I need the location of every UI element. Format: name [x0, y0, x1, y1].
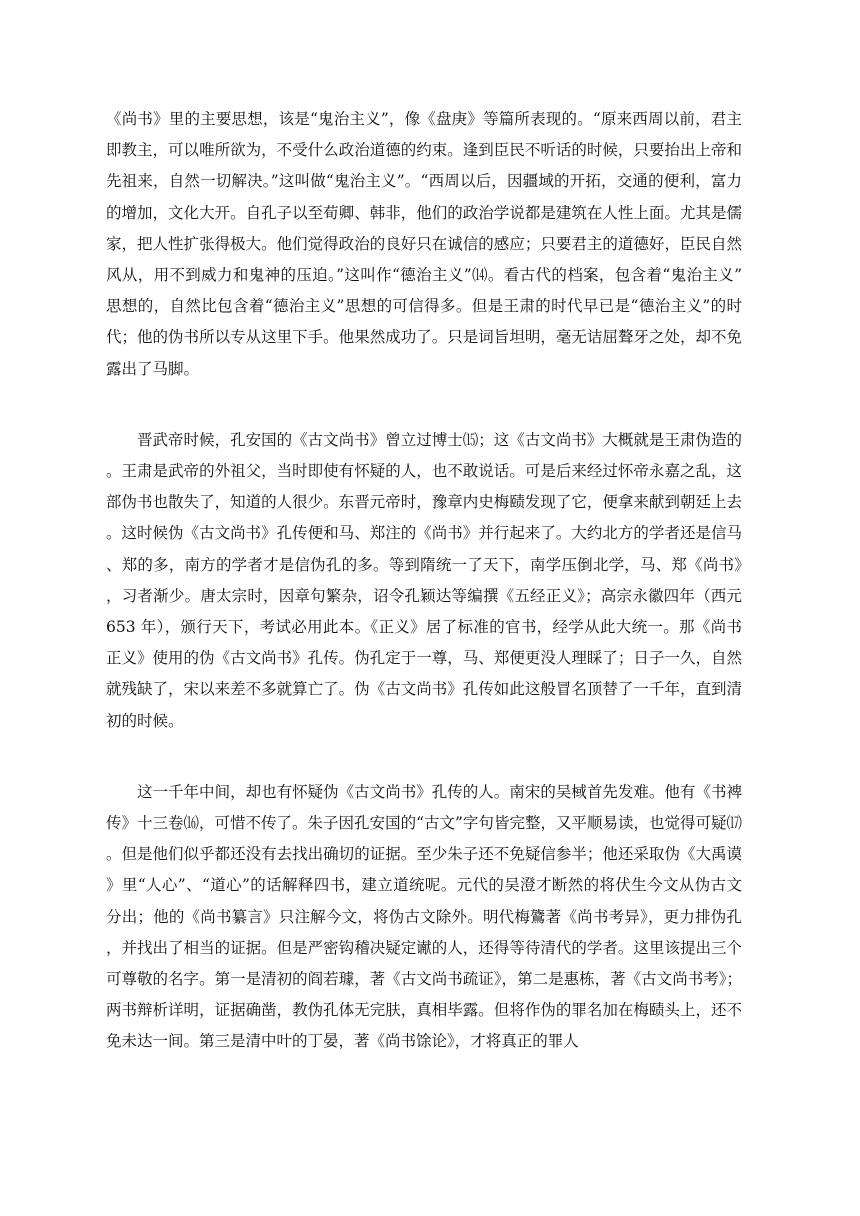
- paragraph-2: 晋武帝时候，孔安国的《古文尚书》曾立过博士⒂；这《古文尚书》大概就是王肃伪造的。王肃是武帝的外祖父，当时即使有怀疑的人，也不敢说话。可是后来经过怀帝永嘉之乱，这部伪书也散失了，知道的人很少。东晋元帝时，豫章内史梅赜发现了它，便拿来献到朝廷上去。这时候伪《古文尚书》孔传便和马、郑注的《尚书》并行起来了。大约北方的学者还是信马、郑的多，南方的学者才是信伪孔的多。等到隋统一了天下，南学压倒北学，马、郑《尚书》，习者渐少。唐太宗时，因章句繁杂，诏令孔颖达等编撰《五经正义》；高宗永徽四年（西元 653 年），颁行天下，考试必用此本。《正义》居了标准的官书，经学从此大统一。那《尚书正义》使用的伪《古文尚书》孔传。伪孔定于一尊，马、郑便更没人理睬了；日子一久，自然就残缺了，宋以来差不多就算亡了。伪《古文尚书》孔传如此这般冒名顶替了一千年，直到清初的时候。: [106, 430, 742, 730]
- paragraph-3: 这一千年中间，却也有怀疑伪《古文尚书》孔传的人。南宋的吴棫首先发难。他有《书裨传》十三卷⒃，可惜不传了。朱子因孔安国的“古文”字句皆完整，又平顺易读，也觉得可疑⒄。但是他们似乎都还没有去找出确切的证据。至少朱子还不免疑信参半；他还采取伪《大禹谟》里“人心”、“道心”的话解释四书，建立道统呢。元代的吴澄才断然的将伏生今文从伪古文分出；他的《尚书纂言》只注解今文，将伪古文除外。明代梅鷟著《尚书考异》，更力排伪孔，并找出了相当的证据。但是严密钩稽决疑定谳的人，还得等待清代的学者。这里该提出三个可尊敬的名字。第一是清初的阎若璩，著《古文尚书疏证》，第二是惠栋，著《古文尚书考》；两书辩析详明，证据确凿，教伪孔体无完肤，真相毕露。但将作伪的罪名加在梅赜头上，还不免未达一间。第三是清中叶的丁晏，著《尚书馀论》，才将真正的罪人: [106, 782, 742, 1051]
- paragraph-1: 《尚书》里的主要思想，该是“鬼治主义”，像《盘庚》等篇所表现的。“原来西周以前，君主即教主，可以唯所欲为，不受什么政治道德的约束。逢到臣民不听话的时候，只要抬出上帝和先祖来，自然一切解决。”这叫做“鬼治主义”。“西周以后，因疆域的开拓，交通的便利，富力的增加，文化大开。自孔子以至荀卿、韩非，他们的政治学说都是建筑在人性上面。尤其是儒家，把人性扩张得极大。他们觉得政治的良好只在诚信的感应；只要君主的道德好，臣民自然风从，用不到威力和鬼神的压迫。”这叫作“德治主义”⒁。看古代的档案，包含着“鬼治主义”思想的，自然比包含着“德治主义”思想的可信得多。但是王肃的时代早已是“德治主义”的时代；他的伪书所以专从这里下手。他果然成功了。只是词旨坦明，毫无诘屈聱牙之处，却不免露出了马脚。: [106, 110, 742, 378]
- document-page: [106, 104, 742, 1058]
- paragraph-gap: [106, 737, 742, 777]
- paragraph-gap: [106, 385, 742, 425]
